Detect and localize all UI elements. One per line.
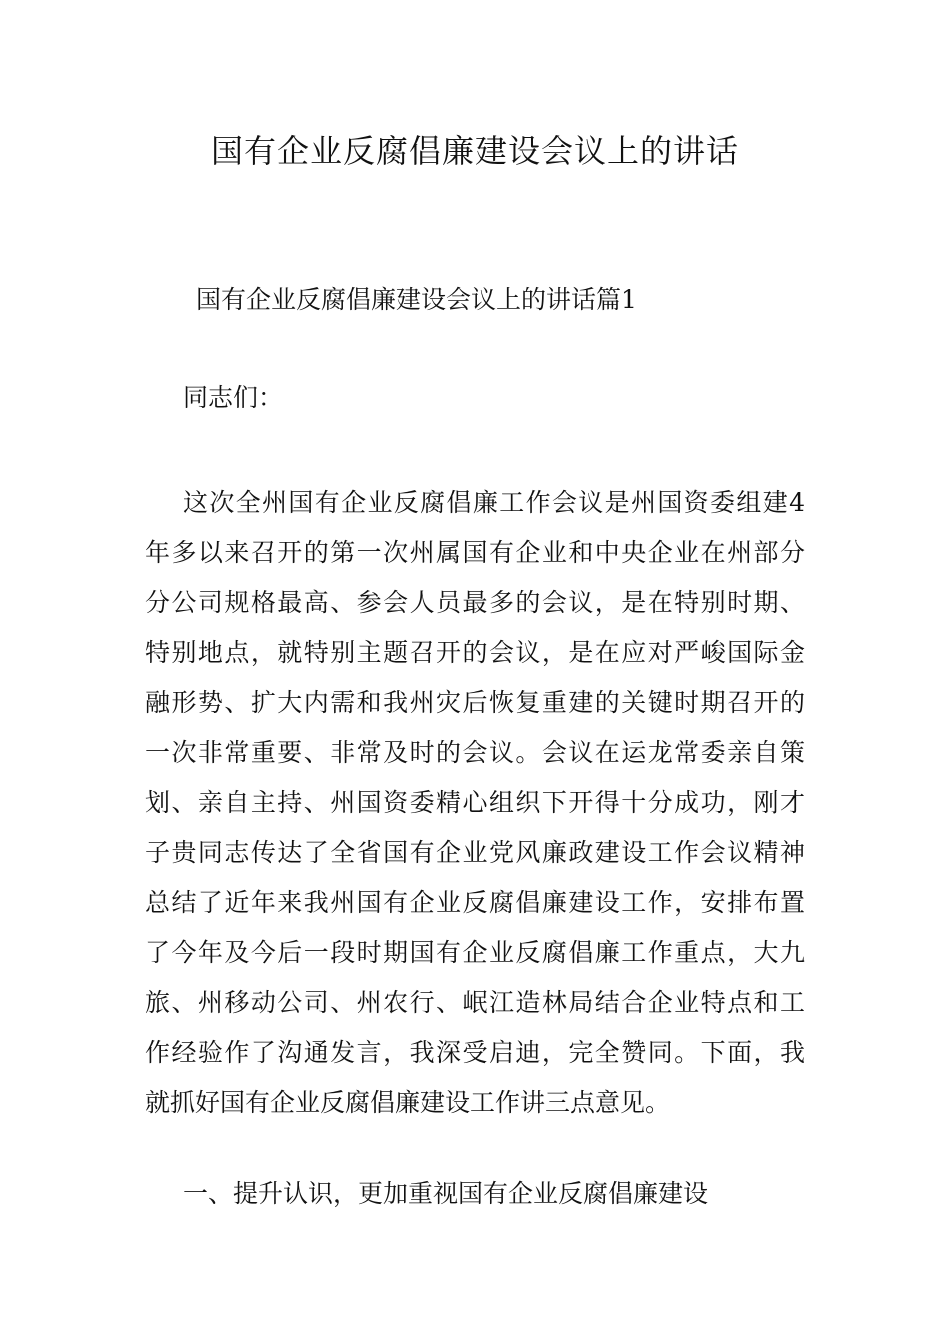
paragraph-line: 一次非常重要、非常及时的会议。会议在运龙常委亲自策 [145,738,805,767]
paragraph-line: 总结了近年来我州国有企业反腐倡廉建设工作，安排布置 [145,888,805,917]
body-paragraph [145,478,805,1128]
paragraph-line: 就抓好国有企业反腐倡廉建设工作讲三点意见。 [145,1088,671,1117]
section-heading: 一、提升认识，更加重视国有企业反腐倡廉建设 [183,1179,709,1208]
salutation: 同志们： [183,383,284,412]
paragraph-line: 年多以来召开的第一次州属国有企业和中央企业在州部分 [145,538,805,567]
paragraph-line: 子贵同志传达了全省国有企业党风廉政建设工作会议精神 [145,838,805,867]
document-title: 国有企业反腐倡廉建设会议上的讲话 [210,132,739,170]
paragraph-line: 特别地点，就特别主题召开的会议，是在应对严峻国际金 [145,638,805,667]
document-subtitle: 国有企业反腐倡廉建设会议上的讲话篇1 [196,285,637,314]
paragraph-line: 作经验作了沟通发言，我深受启迪，完全赞同。下面，我 [145,1038,805,1067]
paragraph-line: 划、亲自主持、州国资委精心组织下开得十分成功，刚才 [145,788,805,817]
paragraph-line: 分公司规格最高、参会人员最多的会议，是在特别时期、 [145,588,805,617]
paragraph-line: 这次全州国有企业反腐倡廉工作会议是州国资委组建4 [183,488,805,517]
paragraph-line: 了今年及今后一段时期国有企业反腐倡廉工作重点，大九 [145,938,805,967]
paragraph-line: 旅、州移动公司、州农行、岷江造林局结合企业特点和工 [145,988,805,1017]
paragraph-line: 融形势、扩大内需和我州灾后恢复重建的关键时期召开的 [145,688,805,717]
